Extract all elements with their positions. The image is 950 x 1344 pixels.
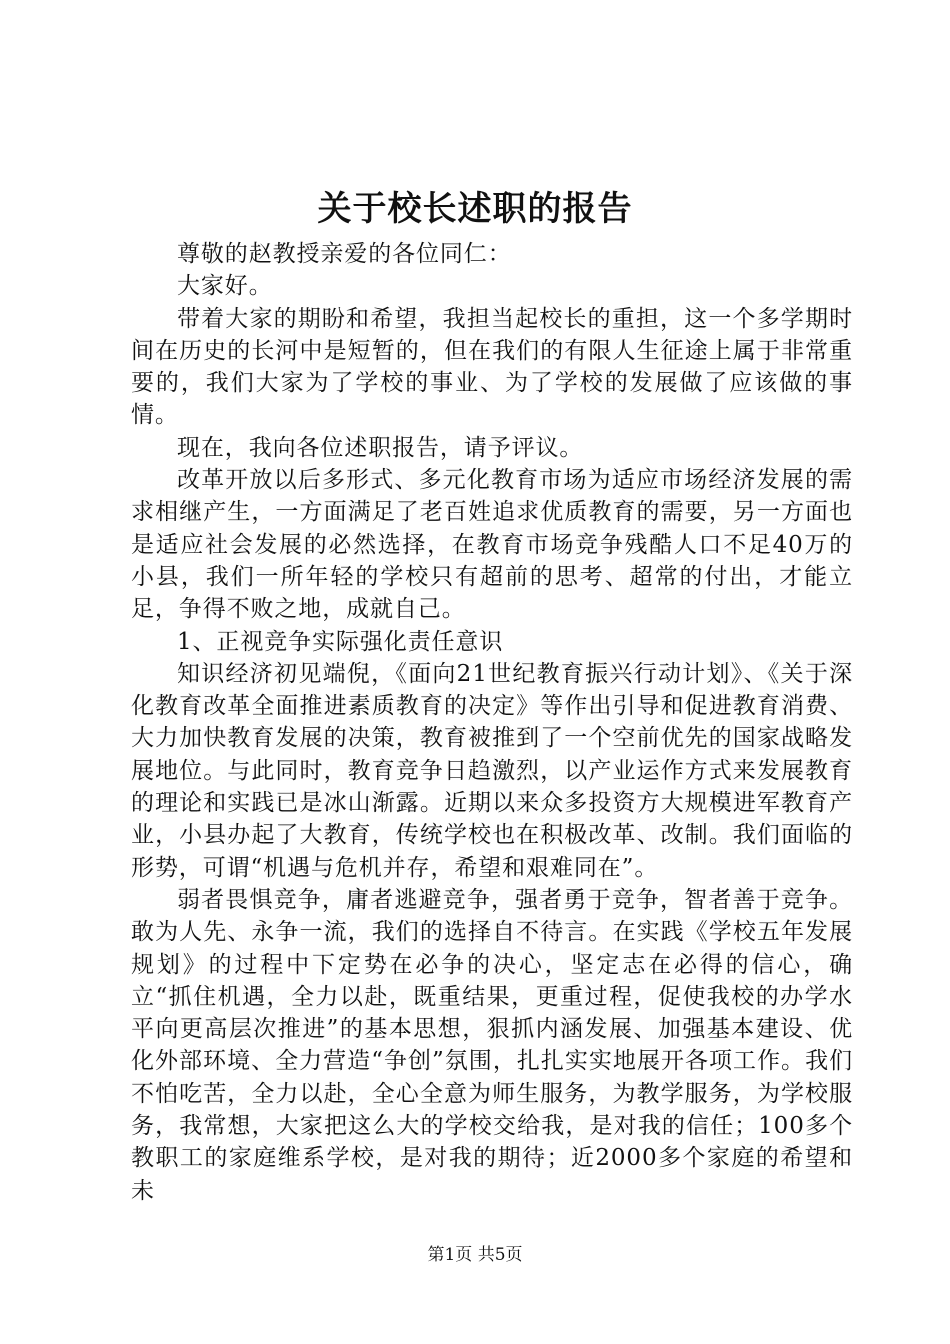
body-paragraph: 改革开放以后多形式、多元化教育市场为适应市场经济发展的需求相继产生，一方面满足了老百姓追求优质教育的需要，另一方面也是适应社会发展的必然选择，在教育市场竞争残酷人口不足40万的小县，我们一所年轻的学校只有超前的思考、超常的付出，才能立足，争得不败之地，成就自己。 [131, 467, 853, 623]
greeting-paragraph: 尊敬的赵教授亲爱的各位同仁： [177, 241, 512, 267]
body-paragraph: 知识经济初见端倪，《面向21世纪教育振兴行动计划》、《关于深化教育改革全面推进素质教育的决定》等作出引导和促进教育消费、大力加快教育发展的决策，教育被推到了一个空前优先的国家战略发展地位。与此同时，教育竞争日趋激烈，以产业运作方式来发展教育的理论和实践已是冰山渐露。近期以来众多投资方大规模进军教育产业，小县办起了大教育，传统学校也在积极改革、改制。我们面临的形势，可谓“机遇与危机并存，希望和艰难同在”。 [131, 660, 853, 881]
body-paragraph: 带着大家的期盼和希望，我担当起校长的重担，这一个多学期时间在历史的长河中是短暂的，但在我们的有限人生征途上属于非常重要的，我们大家为了学校的事业、为了学校的发展做了应该做的事情。 [131, 305, 853, 429]
salutation-paragraph: 大家好。 [177, 273, 273, 300]
section-heading: 1、正视竞争实际强化责任意识 [177, 628, 504, 655]
body-paragraph: 现在，我向各位述职报告，请予评议。 [177, 434, 584, 461]
page-title: 关于校长述职的报告 [317, 189, 633, 229]
page-number-footer: 第1页 共5页 [427, 1245, 523, 1265]
document-body [131, 238, 853, 1207]
body-paragraph: 弱者畏惧竞争，庸者逃避竞争，强者勇于竞争，智者善于竞争。敢为人先、永争一流，我们的选择自不待言。在实践《学校五年发展规划》的过程中下定势在必争的决心，坚定志在必得的信心，确立“抓住机遇，全力以赴，既重结果，更重过程，促使我校的办学水平向更高层次推进”的基本思想，狠抓内涵发展、加强基本建设、优化外部环境、全力营造“争创”氛围，扎扎实实地展开各项工作。我们不怕吃苦，全力以赴，全心全意为师生服务，为教学服务，为学校服务，我常想，大家把这么大的学校交给我，是对我的信任；100多个教职工的家庭维系学校，是对我的期待；近2000多个家庭的希望和未 [131, 886, 853, 1204]
